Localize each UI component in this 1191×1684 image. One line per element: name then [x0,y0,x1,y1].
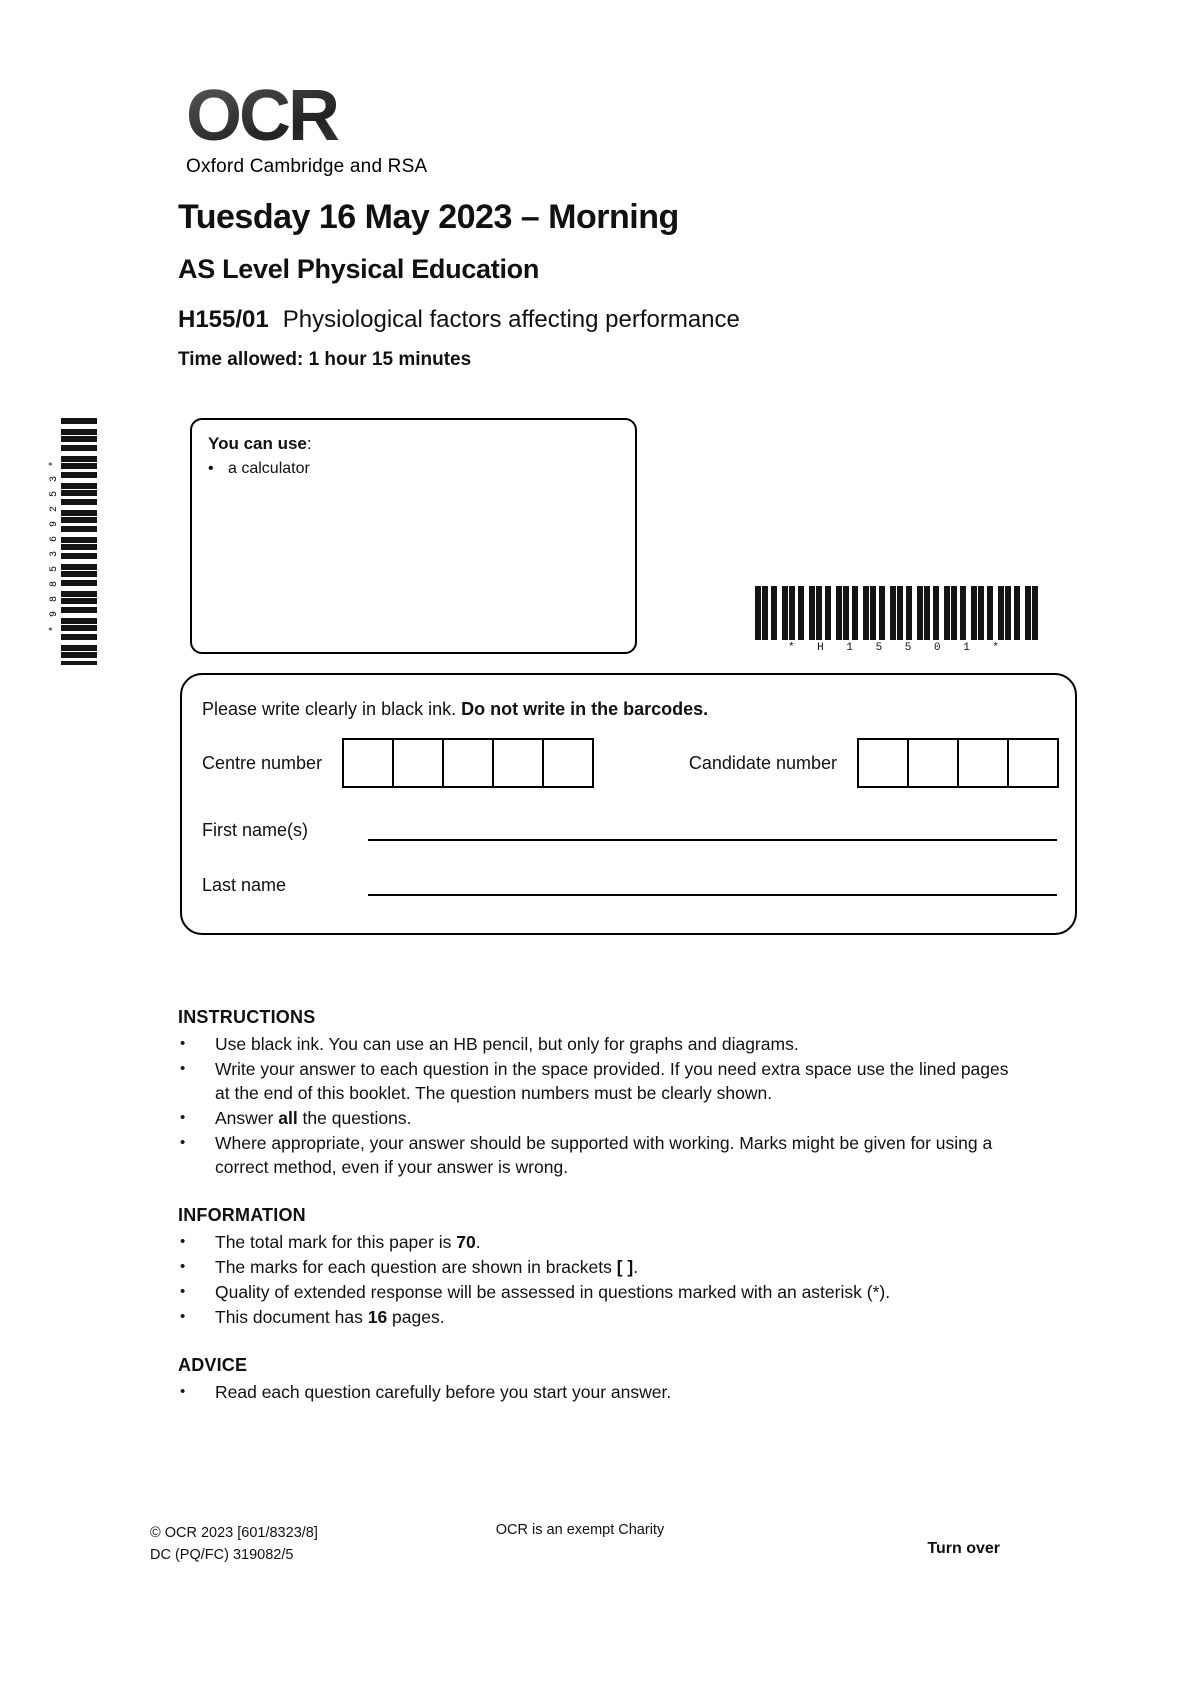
bullet-icon: • [180,1134,186,1151]
candidate-details-box [180,673,1077,935]
first-name-label: First name(s) [202,820,309,840]
bullet-item: • Write your answer to each question in the space provided. If you need extra space use the lined pages at the end of this booklet. The question numbers must be clearly shown. [180,1059,1009,1103]
barcode-bar [61,544,97,550]
exam-date-title: Tuesday 16 May 2023 – Morning [178,198,679,236]
barcode-bar [978,586,984,640]
barcode-bar [771,586,777,640]
barcode-bar [61,526,97,532]
candidate-id-barcode [50,418,97,665]
candidate-number-cell[interactable] [907,738,959,788]
section-heading-instructions: INSTRUCTIONS [178,1007,316,1027]
qualification-title: AS Level Physical Education [178,254,540,284]
barcode-bar [816,586,822,640]
paper-code: H155/01 [178,306,269,333]
centre-number-cell[interactable] [342,738,394,788]
you-can-use-item: • a calculator [208,460,310,477]
barcode-bar [61,510,97,516]
barcode-bar [971,586,977,640]
bullet-icon: • [180,1258,186,1275]
paper-reference-barcode [755,586,1040,654]
barcode-bar [960,586,966,640]
barcode-bar [998,586,1004,640]
candidate-number-cell[interactable] [1007,738,1059,788]
section-heading-information: INFORMATION [178,1205,306,1225]
bullet-item: • The marks for each question are shown in brackets [ ]. [180,1257,639,1277]
candidate-number-label: Candidate number [688,752,837,773]
black-ink-notice: Please write clearly in black ink. Do not write in the barcodes. [202,699,709,719]
candidate-number-cells [857,738,1057,788]
ocr-logo-tagline: Oxford Cambridge and RSA [186,156,428,177]
barcode-bar [61,517,97,523]
barcode-bar [879,586,885,640]
barcode-bar [61,580,97,586]
candidate-number-cell[interactable] [857,738,909,788]
barcode-bar [825,586,831,640]
charity-note: OCR is an exempt Charity [495,1522,665,1538]
time-allowed: Time allowed: 1 hour 15 minutes [178,349,472,370]
bullet-item: • The total mark for this paper is 70. [180,1232,481,1252]
bullet-icon: • [180,1109,186,1126]
barcode-bar [755,586,761,640]
barcode-bar [61,598,97,604]
bullet-icon: • [180,1233,186,1250]
bullet-item: • This document has 16 pages. [180,1307,445,1327]
barcode-bar [61,625,97,631]
barcode-bar [61,645,97,651]
ocr-logo [186,76,428,178]
section-heading-advice: ADVICE [178,1355,248,1375]
barcode-bar [61,618,97,624]
paper-reference-barcode-text: * H 1 5 5 0 1 * [787,642,1008,654]
turn-over-label: Turn over [927,1540,1000,1557]
bullet-icon: • [180,1060,186,1077]
barcode-bar [61,499,97,505]
number-entry-row [202,735,1057,791]
barcode-bar [789,586,795,640]
barcode-bar [863,586,869,640]
bullet-icon: • [180,1283,186,1300]
barcode-bar [762,586,768,640]
candidate-id-barcode-text: *9885369253* [49,451,60,632]
barcode-bar [61,634,97,640]
barcode-bar [61,537,97,543]
section-bullet-list [178,1032,1014,1179]
barcode-bar [61,607,97,613]
bullet-item: • Read each question carefully before you start your answer. [180,1382,672,1402]
centre-number-cell[interactable] [542,738,594,788]
centre-number-cells [342,738,592,788]
paper-title: Physiological factors affecting performance [282,306,740,333]
barcode-bar [61,553,97,559]
barcode-bar [843,586,849,640]
barcode-bar [944,586,950,640]
centre-number-cell[interactable] [492,738,544,788]
barcode-bar [987,586,993,640]
barcode-bar [61,571,97,577]
section-bullet-list [178,1380,1014,1404]
you-can-use-box [190,418,637,654]
barcode-bar [951,586,957,640]
copyright-line: © OCR 2023 [601/8323/8] [150,1525,318,1541]
barcode-bar [1032,586,1038,640]
bullet-item: • Where appropriate, your answer should be supported with working. Marks might be given for using a correct method, even if your answer is wrong. [180,1133,993,1177]
barcode-bars-icon [61,418,97,665]
barcode-bar [917,586,923,640]
barcode-bar [61,456,97,462]
you-can-use-heading: You can use: [208,434,312,453]
front-page-sections [178,1007,1014,1430]
barcode-bar [61,652,97,658]
section-bullet-list [178,1230,1014,1329]
barcode-bar [924,586,930,640]
ocr-logo-text: OCR [186,80,427,152]
bullet-icon: • [180,1383,186,1400]
barcode-bar [61,472,97,478]
bullet-item: • Quality of extended response will be assessed in questions marked with an asterisk (*). [180,1282,891,1302]
bullet-icon: • [180,1308,186,1325]
barcode-bar [836,586,842,640]
barcode-bar [809,586,815,640]
barcode-bar [852,586,858,640]
barcode-bar [61,490,97,496]
centre-number-label: Centre number [202,752,323,773]
dc-code-line: DC (PQ/FC) 319082/5 [150,1547,294,1563]
barcode-bar [61,564,97,570]
barcode-bar [1014,586,1020,640]
centre-number-cell[interactable] [442,738,494,788]
barcode-bar [61,591,97,597]
barcode-bar [1025,586,1031,640]
barcode-bar [782,586,788,640]
last-name-row [202,870,1057,896]
barcode-bar [61,436,97,442]
bullet-icon: • [208,460,214,477]
bullet-item: • Use black ink. You can use an HB pencil, but only for graphs and diagrams. [180,1034,799,1054]
barcode-bar [890,586,896,640]
barcode-bar [798,586,804,640]
paper-title-line [178,306,740,334]
bullet-item: • Answer all the questions. [180,1108,412,1128]
last-name-label: Last name [202,875,287,895]
candidate-number-cell[interactable] [957,738,1009,788]
barcode-bars-icon [755,586,1040,640]
barcode-bar [61,463,97,469]
barcode-bar [870,586,876,640]
first-name-row [202,815,1057,841]
barcode-bar [61,445,97,451]
barcode-bar [906,586,912,640]
last-name-field[interactable] [368,870,1057,896]
barcode-bar [61,418,97,424]
barcode-bar [933,586,939,640]
first-name-field[interactable] [368,815,1057,841]
barcode-bar [1005,586,1011,640]
bullet-icon: • [180,1035,186,1052]
barcode-bar [61,661,97,665]
barcode-bar [61,429,97,435]
barcode-bar [897,586,903,640]
centre-number-cell[interactable] [392,738,444,788]
barcode-bar [61,483,97,489]
